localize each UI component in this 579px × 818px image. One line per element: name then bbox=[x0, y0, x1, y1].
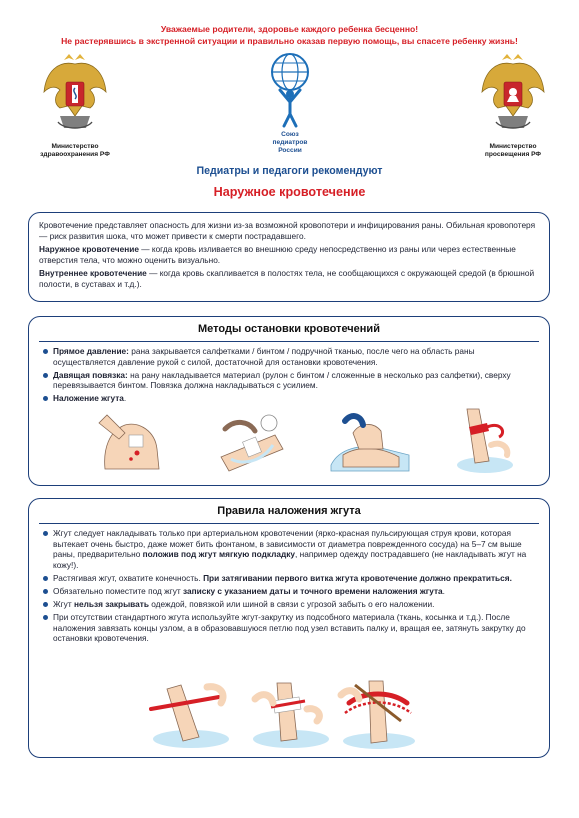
ministry-health-label: Министерство здравоохранения РФ bbox=[40, 143, 110, 158]
double-headed-eagle-icon bbox=[478, 50, 548, 138]
list-item: Жгут следует накладывать только при артериальном кровотечении (ярко-красная пульсирующая струя крови, которая вытекает очень быстро, даже может бить фонтаном, в зависимости от диаметра поврежденного сосуда) на 5–7 см выше раны, предварительно положив под жгут мягкую подкладку, например одежду пострадавшего (не накладывать жгут на кожу!). bbox=[41, 528, 539, 570]
list-item: Растягивая жгут, охватите конечность. При затягивании первого витка жгута кровотечение должно прекратиться. bbox=[41, 573, 539, 584]
methods-box bbox=[28, 316, 550, 486]
ministry-education-label: Министерство просвещения РФ bbox=[484, 143, 542, 158]
ministry-education-emblem bbox=[478, 50, 548, 138]
internal-bleeding-definition: Внутреннее кровотечение — когда кровь скапливается в полостях тела, не сообщающихся с окружающей средой (в брюшной полости, в суставах и т.д.). bbox=[39, 268, 535, 289]
list-item: Жгут нельзя закрывать одеждой, повязкой или шиной в связи с угрозой забыть о его наложении. bbox=[41, 599, 539, 610]
list-item: Наложение жгута. bbox=[41, 393, 539, 404]
rules-box bbox=[28, 498, 550, 758]
ministry-health-emblem bbox=[40, 50, 110, 138]
divider bbox=[39, 523, 539, 524]
external-bleeding-definition: Наружное кровотечение — когда кровь изливается во внешнюю среду непосредственно из раны или через естественные отверстия тела, что можно оценить визуально. bbox=[39, 244, 516, 265]
divider bbox=[39, 341, 539, 342]
globe-figure-icon bbox=[266, 50, 314, 128]
rules-title: Правила наложения жгута bbox=[217, 505, 361, 517]
tourniquet-step-2-illustration bbox=[247, 679, 333, 749]
list-item: Давящая повязка: на рану накладывается материал (рулон с бинтом / сложенные в несколько раз салфетки), сверху перевязывается бинтом. Повязка должна накладываться с усилием. bbox=[41, 370, 539, 391]
header-line-1: Уважаемые родители, здоровье каждого ребенка бесценно! bbox=[160, 24, 419, 34]
methods-list bbox=[41, 346, 539, 406]
list-item: При отсутствии стандартного жгута используйте жгут-закрутку из подсобного материала (ткань, косынка и т.д.). После наложения завязать концы узлом, а в образовавшуюся петлю под узел вставить палку и, вращая ее, затянуть закрутку до остановки кровотечения. bbox=[41, 612, 539, 644]
improvised-tourniquet-illustration bbox=[335, 673, 419, 751]
intro-paragraph: Кровотечение представляет опасность для жизни из-за возможной кровопотери и инфицирования раны. Обильная кровопотеря — риск развития шока, что может привести к смерти пострадавшего. bbox=[39, 220, 536, 241]
pressure-bandage-illustration bbox=[215, 409, 295, 475]
subtitle: Педиатры и педагоги рекомендуют bbox=[196, 165, 383, 177]
tourniquet-step-1-illustration bbox=[147, 679, 233, 749]
header-line-2: Не растерявшись в экстренной ситуации и правильно оказав первую помощь, вы спасете ребенку жизнь! bbox=[61, 36, 518, 46]
list-item: Обязательно поместите под жгут записку с указанием даты и точного времени наложения жгута. bbox=[41, 586, 539, 597]
pressing-wound-illustration bbox=[329, 409, 413, 475]
pediatricians-union-label: Союз педиатров России bbox=[272, 131, 308, 154]
double-headed-eagle-icon bbox=[40, 50, 110, 138]
intro-box bbox=[28, 212, 550, 302]
tourniquet-arm-illustration bbox=[447, 405, 517, 475]
rules-list bbox=[41, 528, 539, 646]
pediatricians-union-logo bbox=[266, 50, 314, 128]
list-item: Прямое давление: рана закрывается салфетками / бинтом / подручной тканью, после чего на область раны осуществляется давление рукой с силой, достаточной для остановки кровотечения. bbox=[41, 346, 539, 367]
direct-pressure-illustration bbox=[95, 409, 171, 475]
page-title: Наружное кровотечение bbox=[213, 185, 366, 199]
methods-title: Методы остановки кровотечений bbox=[198, 323, 380, 335]
